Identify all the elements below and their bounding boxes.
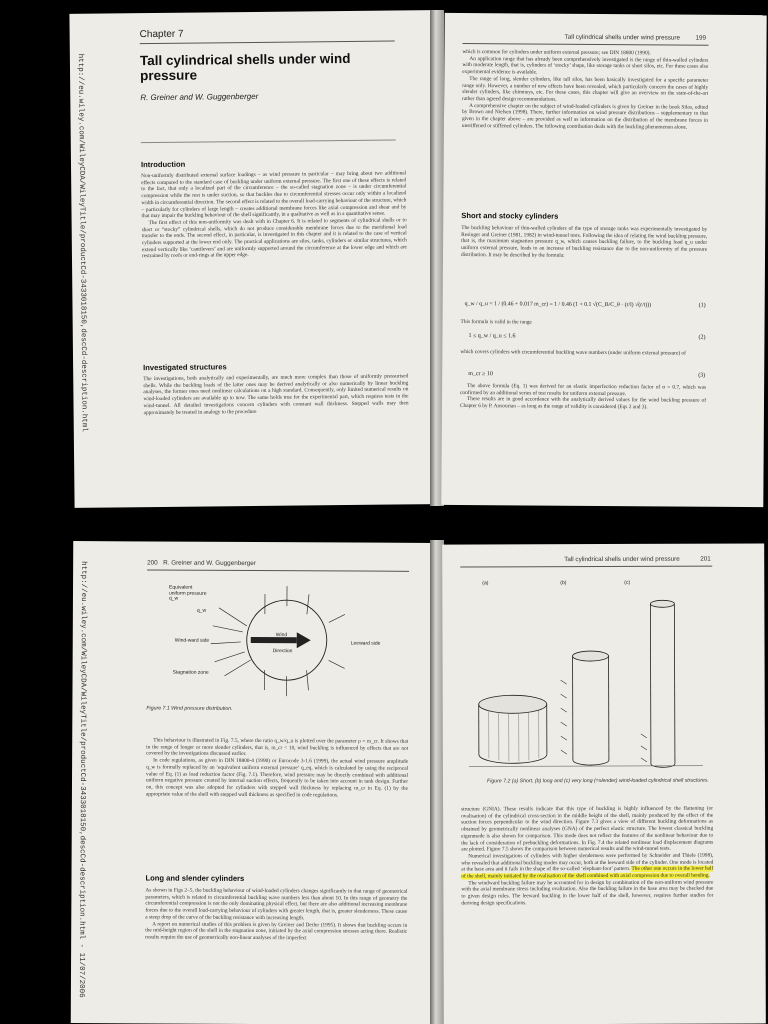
paragraph: which is common for cylinders under uniform external pressure; see DIN 18800 (1990). (462, 49, 651, 57)
figure-7-1-caption: Figure 7.1 Wind pressure distribution. (146, 705, 233, 712)
figure-7-2-caption: Figure 7.2 (a) Short, (b) long and (c) very long (=slender) wind-loaded cylindrical shell structures. (487, 777, 709, 785)
long-cylinder (561, 651, 609, 765)
label-direction: Direction (272, 648, 293, 655)
paragraph: These results are in good accordance with the analytically derived values for the wind buckling pressure of Chapter 6 by P. Ansourian – as long as the range of validity is considered (Eqs 2 and 3). (459, 396, 707, 411)
section-heading-investigated: Investigated structures (143, 362, 227, 373)
chapter-title: Tall cylindrical shells under wind pressure (139, 50, 351, 84)
chapter-rule (140, 40, 395, 44)
margin-url: http://eu.wiley.com/WileyCDA/WileyTitle/productCd-3433018150,descCd-description.html (75, 53, 88, 432)
header-rule (147, 569, 409, 571)
page-number: 201 (700, 555, 711, 563)
intro-text (141, 170, 408, 333)
page-198 (69, 10, 435, 508)
paragraph: The above formula (Eq. 1) was derived for an elastic imperfection reduction factor of α = 0.7, which was confirmed by an additional series of test results for uniform external pressure. (460, 383, 707, 397)
text-run: Numerical investigations of cylinders with higher slenderness were performed by Schneider and Thiele (1998), who revealed that additional buckling modes may occur, both at the leeward side of the cylinder. One mode is located at the base area and it fails in the shape of the so-called ‘elephant-foot’ pattern. (461, 852, 714, 873)
label-a: (a) (482, 580, 489, 587)
short-text (461, 225, 707, 299)
section-heading-long: Long and slender cylinders (145, 873, 245, 883)
paragraph: The windward buckling failure may be accounted for in design by combination of the non-uniform wind pressure with the axial membrane stress including ovalization. Also the buckling failure in the base area may be checked due to given design rules. The leeward buckling in the lower half of the shell, however, requires further studies for deriving design specifications. (461, 879, 714, 907)
short-cylinder (479, 695, 547, 763)
paragraph: In code regulations, as given in DIN 18800-4 (1990) or Eurocode 3-1.6 (1999), the actual wind pressure amplitude q_w is formally replaced by an ‘equivalent uniform external pressure’ q_eq, which is calculated by using the reciprocal value of Eq. (1) as load reduction factor (Fig. 7.1). Therefore, wind pressure may be directly combined with additional uniform negative pressure created by internal suction effects, frequently to be taken into account in tank design. Further on, this concept was also adopted for cylinders with stepped wall thickness by replacing m_cr in Eq. (1) by the appropriate value of the shell with stepped wall thickness as specified in code regulations. (145, 757, 409, 799)
equation-3-number: (3) (698, 372, 706, 379)
long-text (145, 887, 408, 1010)
header-rule (460, 566, 712, 568)
investigated-text (143, 373, 409, 486)
paragraph (461, 853, 713, 881)
running-head: Tall cylindrical shells under wind pressure (564, 555, 680, 564)
page-201 (442, 543, 766, 1024)
equation-1: q_w / q_u = 1 / (0.46 + 0.017 m_cr) = 1 / 0.46 (1 + 0.1 √(C_B/C_θ · (r/l) √(r/t))) (464, 301, 652, 309)
label-equivalent-pressure: Equivalent uniform pressure q_w (168, 584, 207, 602)
paragraph: The range of long, slender cylinders, like tall silos, has been basically investigated for a specific parameter range only. However, a number of new effects have been revealed, which particularly concern the cases of highly slender cylinders, like chimneys, etc. For these cases, this chapter will give an overview on the state-of-the-art rather than agreed design recommendations. (462, 75, 709, 103)
paragraph: An application range that has already been comprehensively investigated is the range of thin-walled cylinders with moderate length, that is, cylinders of ‘stocky’ shape, like storage tanks or short silos, etc. For these cases also experimental evidence is available. (462, 55, 709, 76)
running-head: R. Greiner and W. Guggenberger (163, 559, 256, 568)
label-c: (c) (624, 579, 631, 586)
paragraph: which covers cylinders with circumferential buckling wave numbers (under uniform external pressure) of (460, 348, 686, 357)
equation-2-number: (2) (698, 334, 706, 341)
valid-range-text (461, 319, 707, 329)
page-199 (441, 13, 766, 507)
paragraph: The first effect of this non-uniformity was dealt with in Chapter 6. It is related to segments of cylindrical shells or to short or “stocky” cylindrical shells, which do not produce considerable membrane forces due to the meridional load transfer to the ends. The second effect, in particular, is investigated in this chapter and it is related to the case of vertical cylinders supported at the lower end only. The practical applications are silos, tanks, cylinders or similar structures, which extend vertically like ‘cantilevers’ and are uniformly supported around the circumference at the lower edge and which are restrained by roofs or end-rings at the upper edge. (141, 217, 407, 260)
paragraph: A comprehensive chapter on the subject of wind-loaded cylinders is given by Greiner in the book Silos, edited by Brown and Nielsen (1998). There, further information on wind pressure distributions – supplementary to that given in the chapter above – are provided as well as information on the distribution of the membrane forces in unstiffened or stiffened cylinders. The following contribution deals with the buckling phenomenon alone. (461, 102, 709, 131)
highlighted-text: The other one occurs in the lower half of the shell, mainly initiated by the ovalisation of the shell combined with axial compression due to overall bending. (461, 865, 714, 880)
label-windward-side: Wind-ward side (174, 637, 210, 644)
header-rule (463, 43, 709, 46)
paragraph: As shown in Figs 2–5, the buckling behaviour of wind-loaded cylinders changes significantly in that range of geometrical parameters, which is related to circumferential buckling wave numbers less than about 10. In this range of geometry the circumferential compression is not the only dominating physical effect, but there are also additional increasing membrane forces due to the overall load-carrying behaviour of cylinders with greater length, that is, greater slenderness. These cause a steep drop of the curve of the buckling resistance with increasing length. (145, 887, 408, 922)
paragraph: The investigations, both analytically and experimentally, are much more complex than those of uniformly pressurised shells. While the buckling loads of the latter ones may be derived analytically or also numerically by linear buckling analyses, the former ones need nonlinear calculations on a high standard. Consequently, only limited numerical results on wind-loaded cylinders are available up to now. The same holds true for the experimental part, which requires tests in the wind-tunnel. All detailed investigations concern cylinders with constant wall thickness. Stepped walls may then approximately be treated in analogy to the procedure (143, 373, 409, 416)
equation-2: 1 ≤ q_w / q_u ≤ 1.6 (468, 333, 516, 340)
body-text (146, 737, 409, 862)
label-wind: Wind (275, 632, 288, 639)
margin-url: http://eu.wiley.com/WileyCDA/WileyTitle/productCd-3433018150,descCd-description.html - 11/07/2006 (76, 561, 88, 998)
authors: R. Greiner and W. Guggenberger (140, 91, 259, 103)
paragraph: A report on numerical studies of this problem is given by Greiner and Derler (1995). It shows that buckling occurs in the mid-height region of the shell in the stagnation zone, initiated by the axial compression stresses acting there. Realistic results require the use of geometrically non-linear analyses of the imperfect (145, 920, 408, 942)
cylinder-shells-figure (462, 584, 713, 775)
label-b: (b) (560, 580, 567, 587)
wave-number-text (460, 349, 706, 367)
chapter-label: Chapter 7 (139, 28, 184, 41)
paragraph: The buckling behaviour of thin-walled cylinders of the type of storage tanks was experimentally investigated by Resinger and Greiner (1981, 1982) in wind-tunnel tests. Following the idea of relating the wind buckling pressure, that is, the maximum stagnation pressure q_w, which causes buckling failure, to the buckling load q_u under uniform external pressure, leads to an increase of buckling resistance due to the non-uniformity of the pressure distribution. It may be described by the formula: (461, 225, 708, 259)
section-heading-introduction: Introduction (140, 159, 186, 170)
paragraph: structure (GNIA). These results indicate that this type of buckling is highly influenced by the flattening (or ovalisation) of the cylindrical cross-section in the middle height of the shell, mainly produced by the effect of the suction forces perpendicular to the wind direction. Figure 7.3 gives a view of different buckling deformations as obtained by geometrically nonlinear analyses (GNA) of the perfect elastic structure. The lowest classical buckling eigenmode is also shown for comparison. This mode does not reflect the features of the nonlinear behaviour due to the lack of consideration of prebuckling deformations. In Fig. 7.4 the related nonlinear load displacement diagrams are plotted. Figure 7.5 shows the comparison between numerical results and the wind-tunnel tests. (461, 805, 714, 853)
very-long-cylinder (640, 600, 675, 767)
page-number: 199 (695, 34, 707, 42)
section-heading-short: Short and stocky cylinders (461, 211, 559, 221)
paragraph: This formula is valid in the range (460, 319, 532, 326)
body-text (461, 49, 708, 211)
paragraph: Non-uniformly distributed external surface loadings – as wind pressure in particular – may bring about two additional effects compared to the standard case of buckling under uniform external pressure. The first one of these effects is related to the fact, that only a localized part of the circumference – the so-called stagnation zone – is under circumferential compression while the rest is under suction, so that buckles due to circumferential stresses occur only within a localized width in circumferential direction. The second effect is related to the overall load-carrying behaviour of the structure, which – particularly for cylinders of large length – creates additional membrane forces like axial compression and shear and by that may impair the buckling behaviour of the shell significantly, in a qualitative as well as in a quantitative sense. (141, 170, 407, 220)
page-200 (71, 541, 435, 1024)
label-leeward-side: Leeward side (350, 640, 381, 647)
equation-3: m_cr ≥ 10 (468, 371, 493, 378)
equation-1-number: (1) (698, 302, 706, 309)
ground-line (469, 766, 703, 767)
scan-spread-201 (0, 512, 768, 1024)
page-number: 200 (147, 559, 158, 567)
label-stagnation-zone: Stagnation zone (172, 669, 209, 676)
short-results-text (460, 383, 706, 455)
label-qw: q_w (196, 607, 207, 614)
running-head: Tall cylindrical shells under wind pressure (564, 33, 681, 42)
paragraph: This behaviour is illustrated in Fig. 7.5, where the ratio q_w/q_u is plotted over the parameter ρ = m_cr. It shows that in the range of longer or more slender cylinders, that is, m_cr < 10, wind buckling is influenced by effects that are not covered by the investigations discussed earlier. (146, 737, 409, 758)
divider (141, 139, 396, 143)
body-text (461, 806, 714, 1017)
